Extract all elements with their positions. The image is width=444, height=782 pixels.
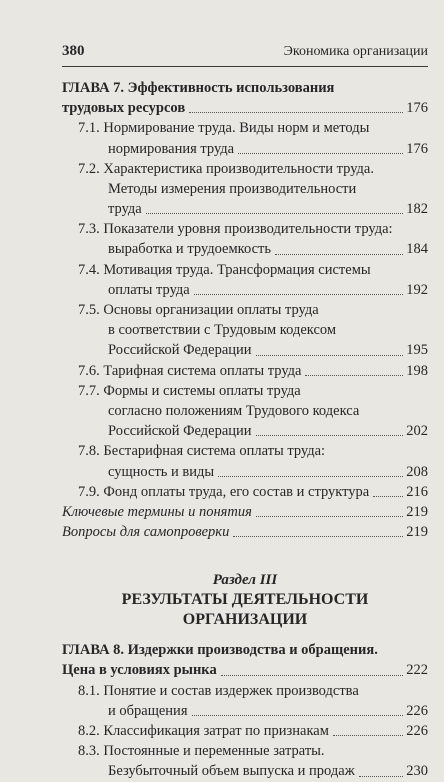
header-rule [62,66,428,67]
dot-leader [333,735,403,736]
dot-leader [275,254,403,255]
page-ref: 208 [406,463,428,480]
dot-leader [192,715,404,716]
dot-leader [146,213,403,214]
dot-leader [256,435,403,436]
toc-entry-7-2-cont2: труда 182 [62,199,428,219]
dot-leader [256,516,403,517]
chapter-8-title: ГЛАВА 8. Издержки производства и обращения. [62,642,378,659]
page-ref: 182 [406,201,428,218]
toc-entry-7-6: 7.6. Тарифная система оплаты труда 198 [62,361,428,381]
toc-entry-7-1-cont: нормирования труда 176 [62,139,428,159]
page-ref: 176 [406,140,428,157]
page-ref: 195 [406,342,428,359]
toc-entry-7-2: 7.2. Характеристика производительности труда. [78,160,374,177]
section-title: РЕЗУЛЬТАТЫ ДЕЯТЕЛЬНОСТИ [121,591,369,609]
page-ref: 219 [406,503,428,520]
toc-entry-8-1: 8.1. Понятие и состав издержек производства [78,682,359,699]
toc-entry-7-7-cont2: Российской Федерации 202 [62,421,428,441]
toc-entry-7-5: 7.5. Основы организации оплаты труда [78,302,319,319]
chapter-8-title-cont: Цена в условиях рынка 222 [62,661,428,681]
toc-entry-7-5-cont: в соответствии с Трудовым кодексом [108,322,337,339]
page-ref: 198 [406,362,428,379]
dot-leader [189,112,403,113]
page-ref: 222 [406,662,428,679]
page-ref: 230 [406,763,428,780]
toc-entry-7-7-cont: согласно положениям Трудового кодекса [108,402,360,419]
toc-entry-7-4-cont: оплаты труда 192 [62,280,428,300]
toc-entry-key-terms: Ключевые термины и понятия 219 [62,502,428,522]
section-title-cont: ОРГАНИЗАЦИИ [182,611,308,629]
toc-entry-7-9: 7.9. Фонд оплаты труда, его состав и структура 216 [62,482,428,502]
page-ref: 226 [406,702,428,719]
dot-leader [194,294,403,295]
running-title: Экономика организации [283,44,428,59]
toc-entry-8-3-cont: Безубыточный объем выпуска и продаж 230 [62,761,428,781]
toc-entry-7-8-cont: сущность и виды 208 [62,462,428,482]
toc-entry-questions: Вопросы для самопроверки 219 [62,522,428,542]
page-ref: 202 [406,423,428,440]
page-ref: 176 [406,100,428,117]
dot-leader [256,355,403,356]
dot-leader [373,496,403,497]
page-ref: 184 [406,241,428,258]
dot-leader [221,675,403,676]
table-of-contents [62,78,428,782]
dot-leader [359,776,403,777]
toc-entry-7-3-cont: выработка и трудоемкость 184 [62,240,428,260]
chapter-7-title-cont: трудовых ресурсов 176 [62,98,428,118]
toc-entry-8-1-cont: и обращения 226 [62,701,428,721]
dot-leader [218,476,403,477]
toc-entry-8-3: 8.3. Постоянные и переменные затраты. [78,743,325,760]
dot-leader [238,153,403,154]
chapter-7-title: ГЛАВА 7. Эффективность использования [62,79,335,96]
toc-entry-8-2: 8.2. Классификация затрат по признакам 226 [62,721,428,741]
dot-leader [233,536,403,537]
toc-entry-7-7: 7.7. Формы и системы оплаты труда [78,382,301,399]
page-ref: 226 [406,723,428,740]
page-number: 380 [62,43,85,59]
page-ref: 192 [406,281,428,298]
toc-entry-7-2-cont: Методы измерения производительности [108,180,357,197]
page-ref: 219 [406,524,428,541]
page-ref: 216 [406,483,428,500]
toc-entry-7-4: 7.4. Мотивация труда. Трансформация системы [78,261,371,278]
toc-entry-7-1: 7.1. Нормирование труда. Виды норм и методы [78,120,370,137]
toc-entry-7-3: 7.3. Показатели уровня производительности труда: [78,221,393,238]
section-label: Раздел III [212,572,278,589]
page-header [62,43,428,65]
toc-entry-7-5-cont2: Российской Федерации 195 [62,340,428,360]
dot-leader [305,375,403,376]
toc-entry-7-8: 7.8. Бестарифная система оплаты труда: [78,443,326,460]
